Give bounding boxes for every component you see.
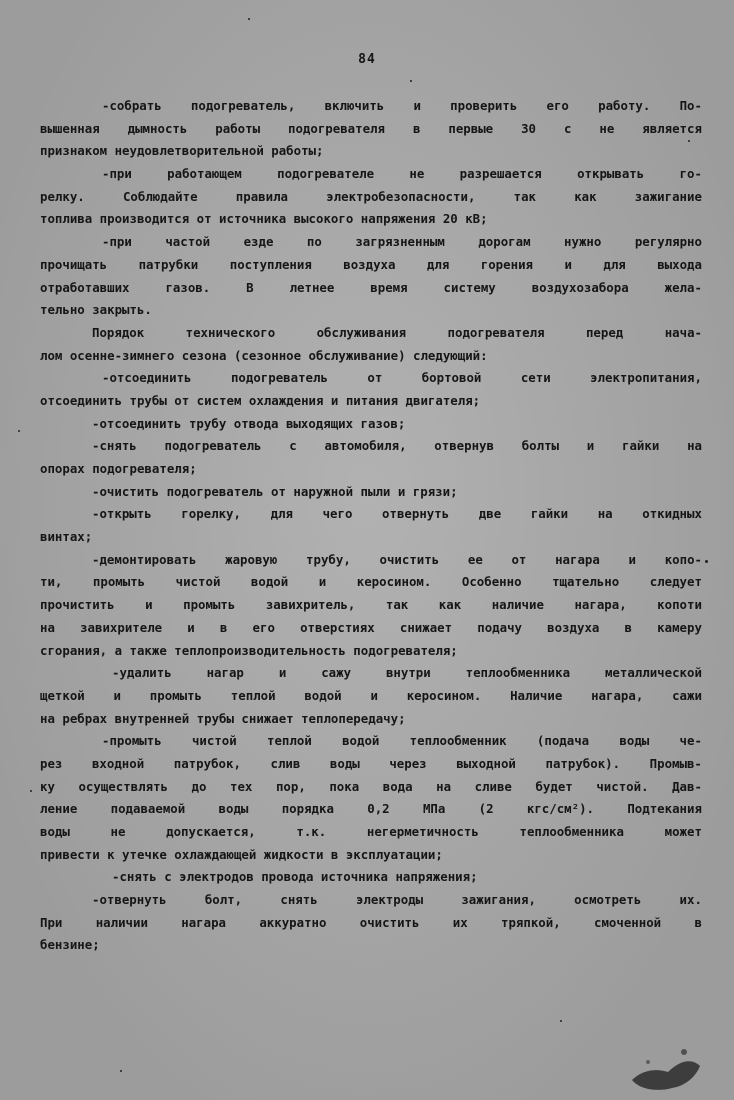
text-line: При наличии нагара аккуратно очистить их тряпкой, смоченной в	[40, 914, 702, 930]
text-line: -открыть горелку, для чего отвернуть две гайки на откидных	[92, 506, 702, 522]
text-line: -при работающем подогревателе не разрешается открывать го-	[102, 166, 702, 182]
text-line: сгорания, а также теплопроизводительность подогревателя;	[40, 642, 458, 658]
text-line: ти, промыть чистой водой и керосином. Особенно тщательно следует	[40, 574, 702, 590]
text-line: отсоединить трубы от систем охлаждения и питания двигателя;	[40, 392, 481, 408]
text-line: воды не допускается, т.к. негерметичность теплообменника может	[40, 824, 702, 839]
text-line: лом осенне-зимнего сезона (сезонное обслуживание) следующий:	[40, 347, 488, 363]
text-line: на ребрах внутренней трубы снижает теплопередачу;	[40, 710, 406, 726]
text-line: на завихрителе и в его отверстиях снижает подачу воздуха в камеру	[40, 619, 702, 635]
text-line: ление подаваемой воды порядка 0,2 МПа (2 кгс/см²). Подтекания	[40, 801, 702, 817]
text-line: релку. Соблюдайте правила электробезопасности, так как зажигание	[40, 188, 702, 204]
text-line: рез входной патрубок, слив воды через выходной патрубок). Промыв-	[40, 755, 702, 771]
text-line: -снять с электродов провода источника напряжения;	[112, 869, 478, 885]
scan-speck	[18, 430, 20, 432]
scan-speck	[248, 18, 250, 20]
scan-speck	[688, 140, 690, 142]
text-line: привести к утечке охлаждающей жидкости в эксплуатации;	[40, 846, 443, 862]
text-line: топлива производится от источника высокого напряжения 20 кВ;	[40, 211, 488, 227]
text-line: вышенная дымность работы подогревателя в первые 30 с не является	[40, 120, 702, 136]
text-line: -удалить нагар и сажу внутри теплообменника металлической	[112, 665, 702, 681]
text-line: -очистить подогреватель от наружной пыли и грязи;	[92, 483, 458, 499]
scan-speck	[120, 1070, 122, 1072]
text-line: щеткой и промыть теплой водой и керосином. Наличие нагара, сажи	[40, 687, 702, 703]
scan-speck	[30, 790, 32, 792]
body-text	[40, 95, 702, 957]
page-number: 84	[358, 52, 376, 67]
text-line: тельно закрыть.	[40, 302, 152, 318]
text-line: -демонтировать жаровую трубу, очистить ее от нагара и копо-	[92, 551, 702, 567]
text-line: -отвернуть болт, снять электроды зажигания, осмотреть их.	[92, 892, 702, 908]
text-line: винтах;	[40, 529, 93, 545]
text-line: бензине;	[40, 937, 100, 953]
scan-speck	[410, 80, 412, 82]
text-line: -собрать подогреватель, включить и проверить его работу. По-	[102, 98, 702, 113]
text-line: ку осуществлять до тех пор, пока вода на сливе будет чистой. Дав-	[40, 778, 702, 794]
text-line: Порядок технического обслуживания подогревателя перед нача-	[92, 324, 702, 340]
text-line: -отсоединить трубу отвода выходящих газов;	[92, 415, 406, 431]
text-line: прочищать патрубки поступления воздуха для горения и для выхода	[40, 256, 702, 272]
text-line: -при частой езде по загрязненным дорогам нужно регулярно	[102, 234, 702, 250]
text-line: признаком неудовлетворительной работы;	[40, 143, 324, 159]
text-line: -отсоединить подогреватель от бортовой сети электропитания,	[102, 370, 702, 386]
ink-smudge	[626, 1040, 704, 1094]
text-line: опорах подогревателя;	[40, 461, 197, 476]
text-line: -снять подогреватель с автомобиля, отвернув болты и гайки на	[92, 438, 702, 454]
scan-speck	[705, 560, 708, 563]
text-line: -промыть чистой теплой водой теплообменник (подача воды че-	[102, 733, 702, 749]
text-line: прочистить и промыть завихритель, так как наличие нагара, копоти	[40, 597, 702, 613]
text-line: отработавших газов. В летнее время систему воздухозабора жела-	[40, 279, 702, 295]
scan-speck	[560, 1020, 562, 1022]
